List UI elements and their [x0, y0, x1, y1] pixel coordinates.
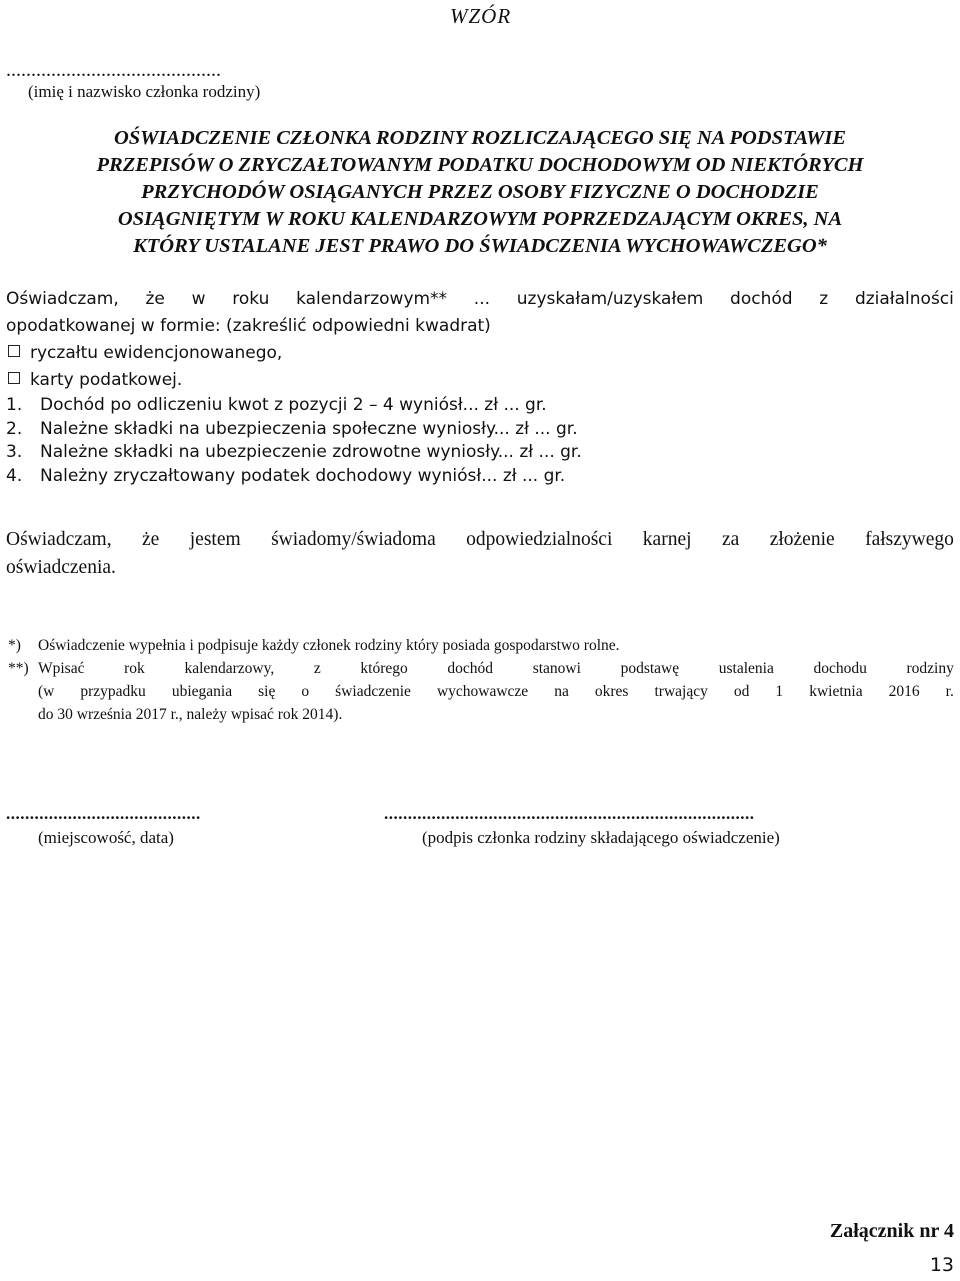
list-item	[6, 465, 582, 489]
word: kalendarzowy,	[184, 660, 275, 677]
word: 2016	[888, 683, 920, 700]
option-ryczalt[interactable]	[6, 340, 954, 367]
word: odpowiedzialności	[466, 529, 613, 550]
footnotes	[8, 634, 954, 726]
word: świadomy/świadoma	[271, 529, 436, 550]
amount-fill[interactable]: ... zł ... gr.	[497, 442, 582, 462]
statement-line-1	[6, 286, 954, 313]
item-text: Dochód po odliczeniu kwot z pozycji 2 – 4 wyniósł	[40, 395, 463, 415]
word: uzyskałam/uzyskałem	[516, 289, 704, 309]
footnote-2-end	[8, 703, 954, 726]
name-caption: (imię i nazwisko członka rodziny)	[28, 82, 261, 101]
signature-fill[interactable]: ..............................................................................	[384, 804, 755, 823]
word: okres	[594, 683, 629, 700]
place-date-caption: (miejscowość, data)	[38, 828, 174, 847]
footnote-body	[38, 657, 954, 680]
word: dochodu	[813, 660, 867, 677]
word: świadczenie	[335, 683, 411, 700]
word: Oświadczam,	[6, 289, 119, 309]
word: (w	[38, 683, 55, 700]
word: Wpisać	[38, 660, 85, 677]
word: o	[301, 683, 310, 700]
page-number: 13	[929, 1254, 954, 1276]
footnote-2-cont	[8, 680, 954, 703]
word: trwający	[654, 683, 708, 700]
amount-fill[interactable]: ... zł ... gr.	[481, 465, 566, 486]
footnote-line	[38, 680, 954, 703]
word: za	[721, 529, 740, 550]
statement-line-2: opodatkowanej w formie: (zakreślić odpowiedni kwadrat)	[6, 316, 491, 336]
word: w	[191, 289, 206, 309]
list-item	[6, 394, 582, 418]
footnote-text: do 30 września 2017 r., należy wpisać rok 2014).	[38, 706, 343, 723]
declaration-line-2: oświadczenia.	[6, 557, 116, 578]
title-line: OSIĄGNIĘTYM W ROKU KALENDARZOWYM POPRZEDZAJĄCYM OKRES, NA	[117, 208, 843, 230]
word: że	[145, 289, 165, 309]
footnote-text: Oświadczenie wypełnia i podpisuje każdy członek rodziny który posiada gospodarstwo rolne.	[38, 637, 620, 654]
income-statement	[6, 286, 954, 394]
year-fill-dots[interactable]: ...	[473, 289, 491, 309]
footnote-mark: *)	[8, 637, 21, 654]
item-text: Należny zryczałtowany podatek dochodowy wyniósł	[40, 465, 482, 486]
word: Oświadczam,	[6, 529, 112, 550]
word: podstawę	[620, 660, 680, 677]
item-number: 2.	[6, 418, 23, 439]
word: jestem	[189, 529, 241, 550]
word: działalności	[854, 289, 954, 309]
word: z	[313, 660, 321, 677]
item-number: 3.	[6, 442, 23, 462]
footnote-mark: **)	[8, 660, 29, 677]
word: 1	[775, 683, 784, 700]
checkbox-icon[interactable]	[8, 372, 20, 384]
item-number: 1.	[6, 395, 23, 415]
word: rodziny	[906, 660, 954, 677]
attachment-label: Załącznik nr 4	[829, 1220, 954, 1242]
amount-fill[interactable]: ... zł ... gr.	[462, 395, 547, 415]
title-line: PRZYCHODÓW OSIĄGANYCH PRZEZ OSOBY FIZYCZNE O DOCHODZIE	[141, 181, 819, 203]
word: przypadku	[80, 683, 146, 700]
name-fill-line: ...........................................	[6, 59, 221, 81]
word: ubiegania	[171, 683, 233, 700]
amount-fill[interactable]: ... zł ... gr.	[493, 418, 578, 439]
footnote-1	[8, 634, 954, 657]
amounts-list	[6, 394, 582, 488]
template-label: WZÓR	[450, 4, 512, 28]
word: dochód	[447, 660, 494, 677]
word: się	[258, 683, 276, 700]
title-line: PRZEPISÓW O ZRYCZAŁTOWANYM PODATKU DOCHODOWYM OD NIEKTÓRYCH	[96, 154, 864, 176]
option-karta[interactable]	[6, 367, 954, 394]
word: fałszywego	[865, 529, 954, 550]
list-item	[6, 441, 582, 465]
word: na	[554, 683, 569, 700]
liability-declaration	[6, 526, 954, 582]
checkbox-icon[interactable]	[8, 345, 20, 357]
option-label: ryczałtu ewidencjonowanego,	[30, 343, 283, 363]
word: ustalenia	[718, 660, 774, 677]
word: r.	[945, 683, 954, 700]
place-date-fill[interactable]: .........................................	[6, 804, 201, 823]
word: dochód	[730, 289, 793, 309]
word: karnej	[642, 529, 692, 550]
word: złożenie	[769, 529, 835, 550]
word: wychowawcze	[436, 683, 529, 700]
word: kwietnia	[809, 683, 863, 700]
word: kalendarzowym**	[296, 289, 448, 309]
word: od	[733, 683, 750, 700]
item-text: Należne składki na ubezpieczenie zdrowotne wyniosły	[40, 442, 498, 462]
footnote-2	[8, 657, 954, 680]
document-title	[0, 125, 960, 260]
title-line: OŚWIADCZENIE CZŁONKA RODZINY ROZLICZAJĄCEGO SIĘ NA PODSTAWIE	[113, 127, 847, 149]
word: stanowi	[532, 660, 581, 677]
word: że	[142, 529, 160, 550]
signature-caption: (podpis członka rodziny składającego oświadczenie)	[422, 828, 780, 847]
item-number: 4.	[6, 465, 23, 486]
title-line: KTÓRY USTALANE JEST PRAWO DO ŚWIADCZENIA WYCHOWAWCZEGO*	[133, 235, 827, 257]
footnote-line	[38, 657, 954, 680]
word: z	[819, 289, 829, 309]
word: roku	[232, 289, 270, 309]
word: rok	[124, 660, 145, 677]
word: którego	[360, 660, 408, 677]
list-item	[6, 418, 582, 442]
option-label: karty podatkowej.	[30, 370, 183, 390]
item-text: Należne składki na ubezpieczenia społeczne wyniosły	[40, 418, 494, 439]
declaration-line-1	[6, 526, 954, 554]
